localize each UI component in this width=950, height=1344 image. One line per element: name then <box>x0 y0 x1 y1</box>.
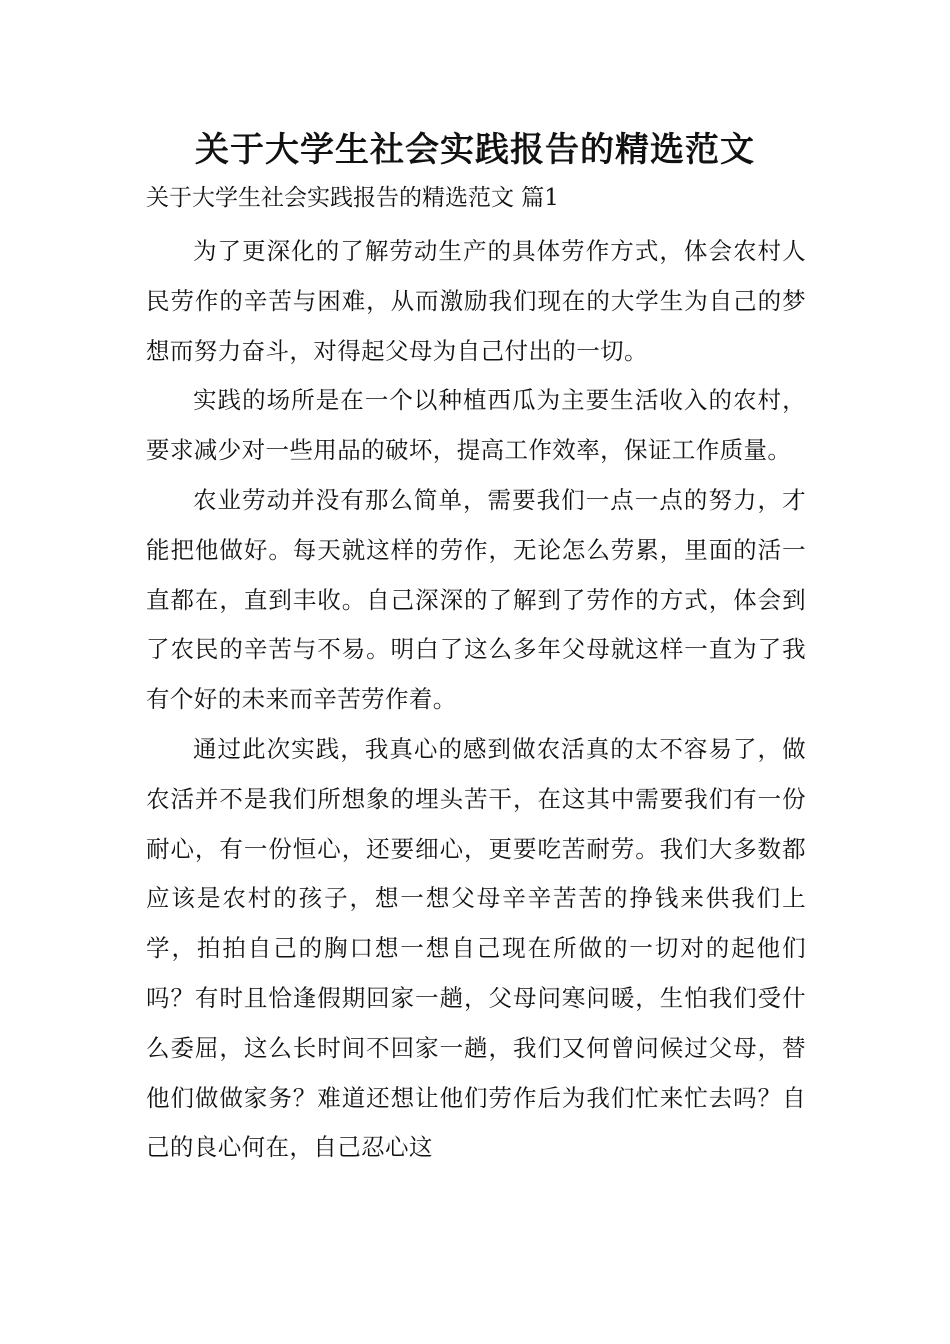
paragraph-2: 实践的场所是在一个以种植西瓜为主要生活收入的农村，要求减少对一些用品的破坏，提高工作效率，保证工作质量。 <box>146 386 806 465</box>
document-body <box>146 227 806 1173</box>
section-heading: 关于大学生社会实践报告的精选范文 篇1 <box>146 185 559 211</box>
paragraph-4: 通过此次实践，我真心的感到做农活真的太不容易了，做农活并不是我们所想象的埋头苦干，在这其中需要我们有一份耐心，有一份恒心，还要细心，更要吃苦耐劳。我们大多数都应该是农村的孩子，想一想父母辛辛苦苦的挣钱来供我们上学，拍拍自己的胸口想一想自己现在所做的一切对的起他们吗？有时且恰逢假期回家一趟，父母问寒问暖，生怕我们受什么委屈，这么长时间不回家一趟，我们又何曾问候过父母，替他们做做家务？难道还想让他们劳作后为我们忙来忙去吗？自己的良心何在，自己忍心这 <box>146 734 806 1162</box>
document-title: 关于大学生社会实践报告的精选范文 <box>195 130 755 170</box>
paragraph-1: 为了更深化的了解劳动生产的具体劳作方式，体会农村人民劳作的辛苦与困难，从而激励我们现在的大学生为自己的梦想而努力奋斗，对得起父母为自己付出的一切。 <box>146 237 806 365</box>
paragraph-3: 农业劳动并没有那么简单，需要我们一点一点的努力，才能把他做好。每天就这样的劳作，无论怎么劳累，里面的活一直都在，直到丰收。自己深深的了解到了劳作的方式，体会到了农民的辛苦与不易。明白了这么多年父母就这样一直为了我有个好的未来而辛苦劳作着。 <box>146 485 806 714</box>
